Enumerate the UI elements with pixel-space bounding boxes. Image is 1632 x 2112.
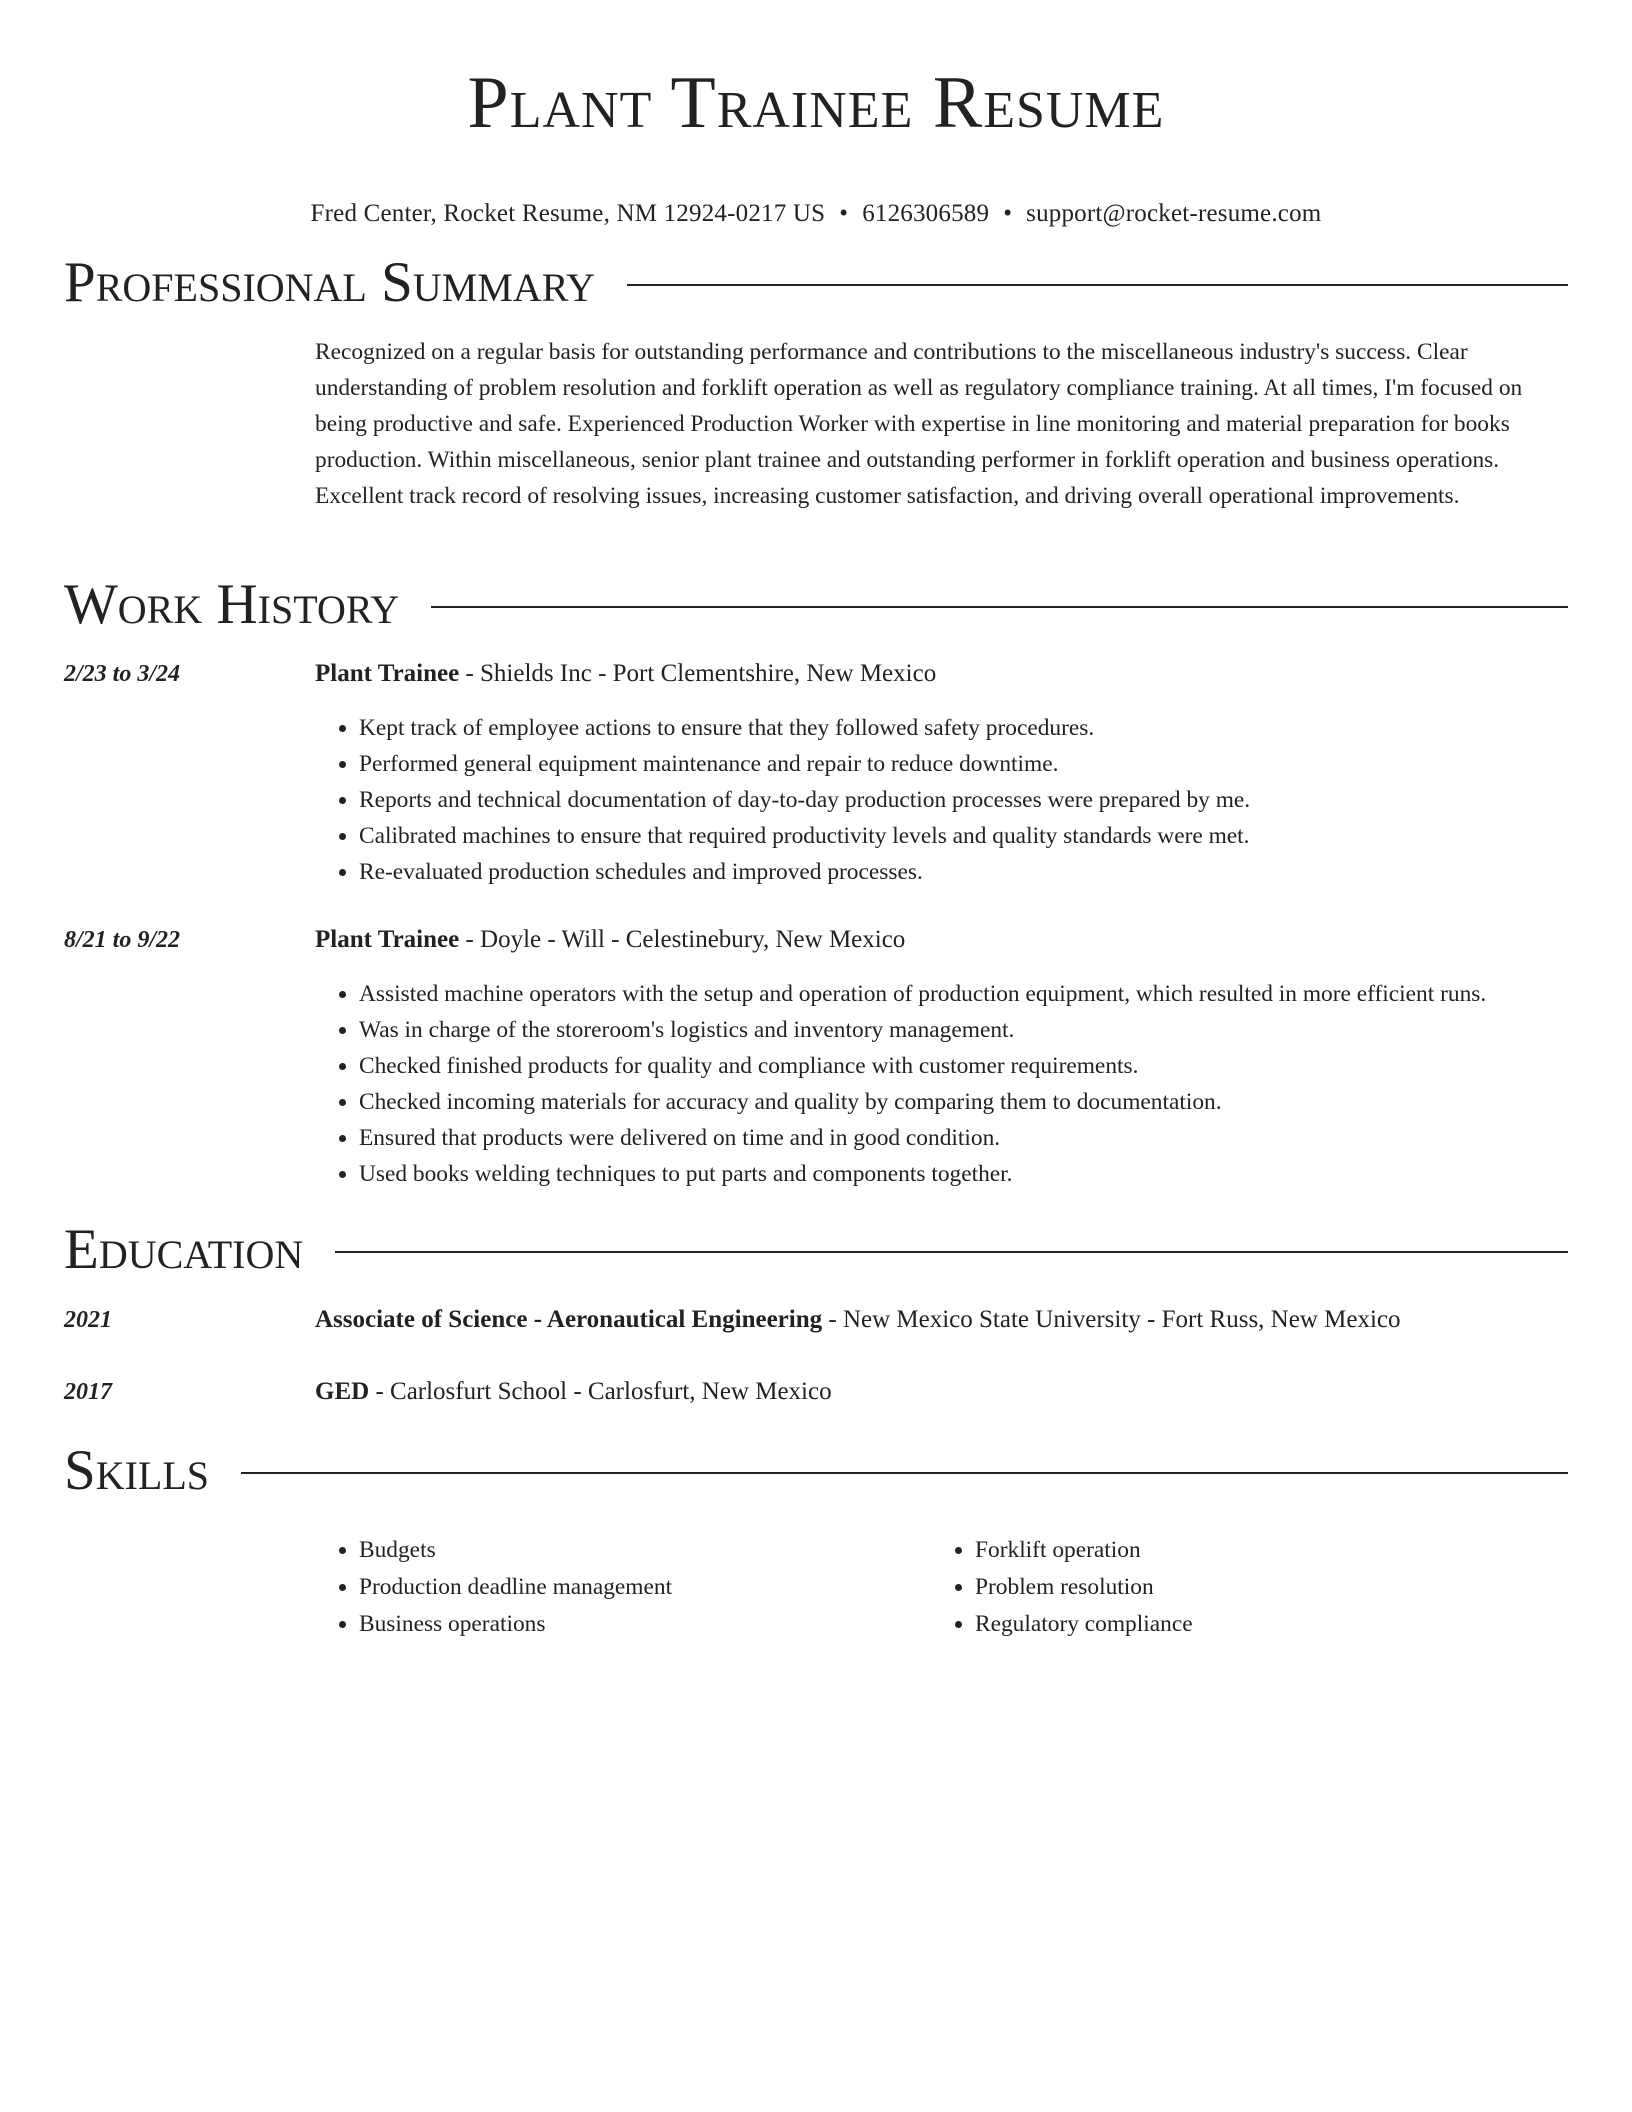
job-bullet: • Was in charge of the storeroom's logistics and inventory management. xyxy=(359,1012,1612,1048)
job-dates: 8/21 to 9/22 xyxy=(64,927,181,953)
job-bullet: • Checked incoming materials for accuracy and quality by comparing them to documentation. xyxy=(359,1084,1612,1120)
education-details: - Carlosfurt School - Carlosfurt, New Mexico xyxy=(369,1378,832,1405)
job-heading xyxy=(315,658,1568,690)
contact-email: support@rocket-resume.com xyxy=(1026,200,1322,227)
education-heading xyxy=(315,1376,1568,1408)
education-year: 2017 xyxy=(64,1379,112,1405)
section-divider xyxy=(431,606,1568,608)
job-details: - Shields Inc - Port Clementshire, New Mexico xyxy=(459,660,937,687)
education-section-title: Education xyxy=(64,1218,304,1281)
skills-list-right xyxy=(931,1532,1575,1643)
education-year: 2021 xyxy=(64,1307,112,1333)
summary-text: Recognized on a regular basis for outstanding performance and contributions to the miscellaneous industry's success. Clear understanding of problem resolution and forklift operation as well as regulatory compliance training. At all times, I'm focused on being productive and safe. Experienced Production Worker with expertise in line monitoring and material preparation for books production. Within miscellaneous, senior plant trainee and outstanding performer in forklift operation and business operations. Excellent track record of resolving issues, increasing customer satisfaction, and driving overall operational improvements. xyxy=(315,339,1523,509)
skill-item: • Regulatory compliance xyxy=(975,1606,1575,1643)
education-heading xyxy=(315,1304,1568,1336)
job-bullet: • Re-evaluated production schedules and improved processes. xyxy=(359,854,1612,890)
skills-list-left xyxy=(315,1532,931,1643)
job-heading xyxy=(315,924,1568,956)
resume-title: Plant Trainee Resume xyxy=(467,62,1165,144)
job-bullets xyxy=(315,976,1612,1192)
summary-section-header xyxy=(64,250,1568,316)
education-section-header xyxy=(64,1217,1568,1283)
job-title: Plant Trainee xyxy=(315,926,460,953)
contact-phone: 6126306589 xyxy=(862,200,990,227)
job-bullet: • Checked finished products for quality and compliance with customer requirements. xyxy=(359,1048,1612,1084)
contact-separator: • xyxy=(1003,200,1013,227)
job-title: Plant Trainee xyxy=(315,660,460,687)
contact-address: Fred Center, Rocket Resume, NM 12924-0217 US xyxy=(310,200,826,227)
section-divider xyxy=(335,1251,1568,1253)
section-divider xyxy=(241,1472,1568,1474)
education-degree: Associate of Science - Aeronautical Engineering xyxy=(315,1306,823,1333)
job-bullet: • Used books welding techniques to put parts and components together. xyxy=(359,1156,1612,1192)
skills-section-title: Skills xyxy=(64,1439,210,1502)
job-bullets xyxy=(315,710,1612,890)
job-bullet: • Ensured that products were delivered on time and in good condition. xyxy=(359,1120,1612,1156)
work-section-title: Work History xyxy=(64,573,400,636)
job-dates: 2/23 to 3/24 xyxy=(64,661,181,687)
skill-item: • Business operations xyxy=(359,1606,931,1643)
job-bullet: • Assisted machine operators with the setup and operation of production equipment, which resulted in more efficient runs. xyxy=(359,976,1612,1012)
education-degree: GED xyxy=(315,1378,370,1405)
job-bullet: • Reports and technical documentation of day-to-day production processes were prepared by me. xyxy=(359,782,1612,818)
job-bullet: • Performed general equipment maintenance and repair to reduce downtime. xyxy=(359,746,1612,782)
work-section-header xyxy=(64,572,1568,638)
skills-section-header xyxy=(64,1438,1568,1504)
section-divider xyxy=(627,284,1568,286)
contact-separator: • xyxy=(839,200,849,227)
summary-section-title: Professional Summary xyxy=(64,251,596,314)
contact-line xyxy=(64,198,1568,230)
skill-item: • Budgets xyxy=(359,1532,931,1569)
job-details: - Doyle - Will - Celestinebury, New Mexico xyxy=(459,926,906,953)
skill-item: • Problem resolution xyxy=(975,1569,1575,1606)
job-bullet: • Kept track of employee actions to ensure that they followed safety procedures. xyxy=(359,710,1612,746)
job-bullet: • Calibrated machines to ensure that required productivity levels and quality standards were met. xyxy=(359,818,1612,854)
skill-item: • Production deadline management xyxy=(359,1569,931,1606)
education-details: - New Mexico State University - Fort Russ, New Mexico xyxy=(822,1306,1401,1333)
resume-page xyxy=(64,0,1568,1637)
skill-item: • Forklift operation xyxy=(975,1532,1575,1569)
